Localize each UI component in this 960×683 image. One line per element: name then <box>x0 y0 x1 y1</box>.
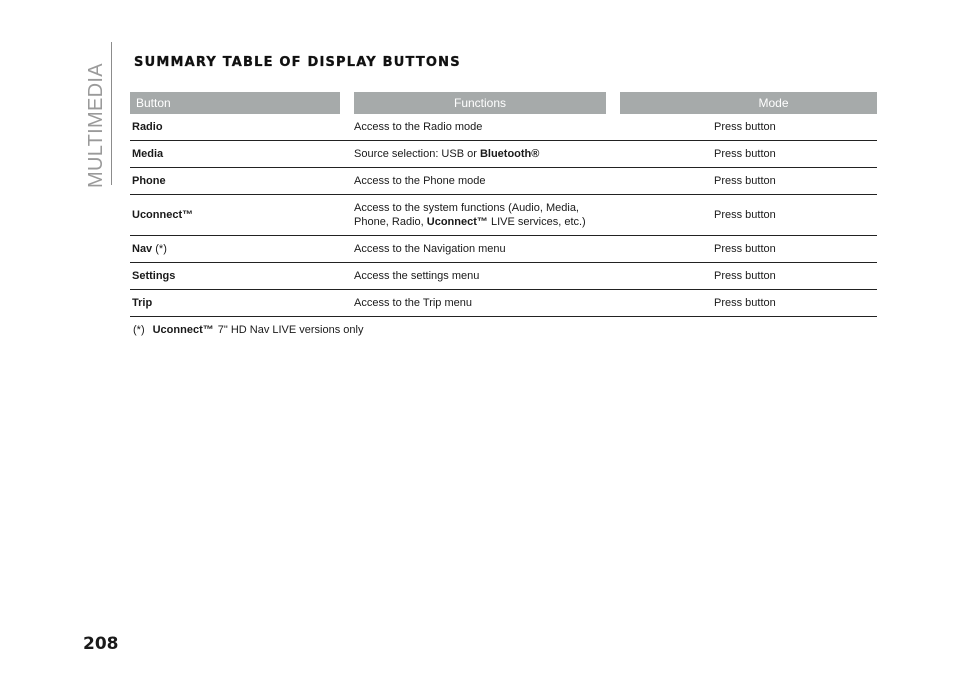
function-text: Access the settings menu <box>354 270 480 282</box>
table-header <box>130 92 877 114</box>
table-row <box>130 114 877 141</box>
button-name: Nav <box>132 243 153 255</box>
section-divider <box>111 42 112 185</box>
column-header-mode: Mode <box>620 92 877 114</box>
function-text: Access to the Radio mode <box>354 121 483 133</box>
footnote <box>133 324 363 336</box>
table-row <box>130 141 877 168</box>
column-header-button: Button <box>130 92 340 114</box>
mode-text: Press button <box>714 243 776 255</box>
mode-text: Press button <box>714 121 776 133</box>
page-number: 208 <box>83 634 119 654</box>
column-header-functions: Functions <box>354 92 606 114</box>
button-name: Trip <box>132 297 153 309</box>
mode-text: Press button <box>714 175 776 187</box>
function-text: LIVE services, etc.) <box>487 216 586 228</box>
footnote-bold: Uconnect™ <box>152 324 214 336</box>
table-row <box>130 168 877 195</box>
section-label: MULTIMEDIA <box>85 63 107 188</box>
button-name: Radio <box>132 121 163 133</box>
function-text: Source selection: USB or <box>354 148 480 160</box>
function-text-bold: Uconnect™ <box>426 216 488 228</box>
function-text: Access to the system functions (Audio, Media, <box>354 202 579 214</box>
display-buttons-table <box>130 92 877 317</box>
mode-text: Press button <box>714 148 776 160</box>
table-row <box>130 290 877 317</box>
function-text: Access to the Trip menu <box>354 297 472 309</box>
button-footnote-marker: (*) <box>152 243 167 255</box>
function-text: Access to the Navigation menu <box>354 243 506 255</box>
footnote-text: 7" HD Nav LIVE versions only <box>217 324 364 336</box>
function-text: Access to the Phone mode <box>354 175 486 187</box>
mode-text: Press button <box>714 209 776 221</box>
button-name: Phone <box>132 175 166 187</box>
function-text-bold: Bluetooth® <box>479 148 540 160</box>
function-text: Phone, Radio, <box>354 216 427 228</box>
table-row <box>130 263 877 290</box>
table-row <box>130 236 877 263</box>
button-name: Media <box>132 148 164 160</box>
footnote-marker: (*) <box>133 324 145 336</box>
table-row <box>130 195 877 236</box>
button-name: Settings <box>132 270 176 282</box>
mode-text: Press button <box>714 270 776 282</box>
mode-text: Press button <box>714 297 776 309</box>
button-name: Uconnect™ <box>132 209 194 221</box>
page-title: SUMMARY TABLE OF DISPLAY BUTTONS <box>134 55 461 70</box>
